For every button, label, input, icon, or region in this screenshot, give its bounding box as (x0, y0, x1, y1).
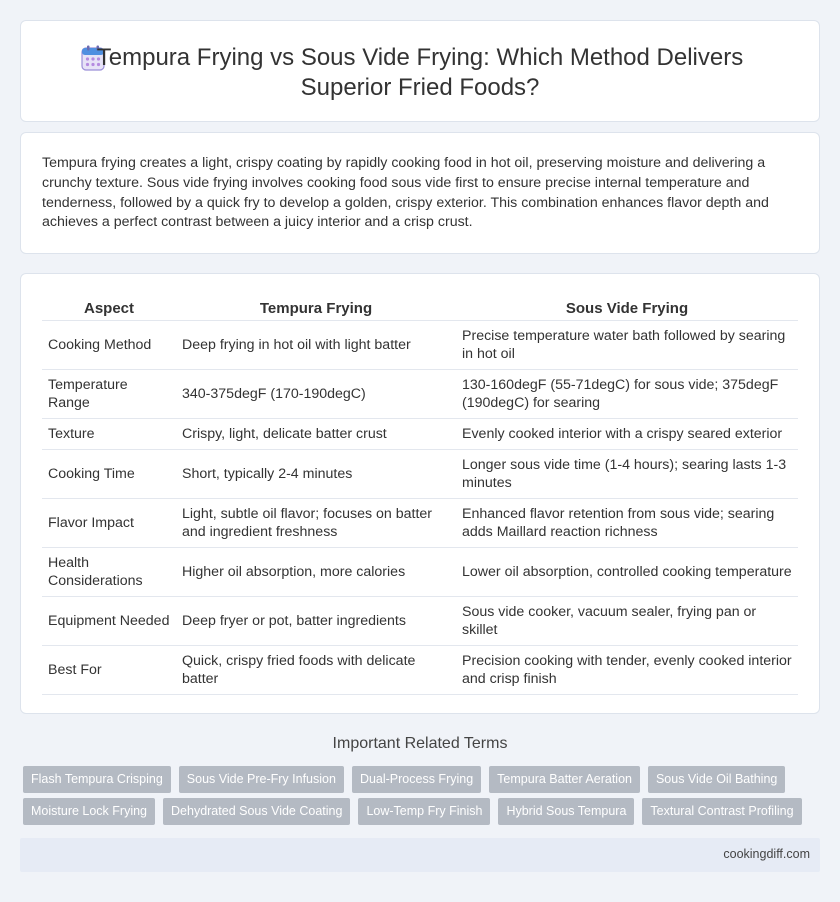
table-row (42, 645, 798, 694)
row-aspect: Equipment Needed (42, 596, 176, 645)
related-term-tag[interactable]: Dual-Process Frying (352, 766, 481, 793)
row-aspect: Cooking Time (42, 449, 176, 498)
table-row (42, 369, 798, 418)
header-tempura: Tempura Frying (176, 294, 456, 320)
row-tempura: 340-375degF (170-190degC) (176, 369, 456, 418)
row-sous-vide: Precise temperature water bath followed by searing in hot oil (456, 320, 798, 369)
related-term-tag[interactable]: Sous Vide Pre-Fry Infusion (179, 766, 344, 793)
row-sous-vide: 130-160degF (55-71degC) for sous vide; 375degF (190degC) for searing (456, 369, 798, 418)
related-term-tag[interactable]: Textural Contrast Profiling (642, 798, 801, 825)
row-aspect: Best For (42, 645, 176, 694)
row-tempura: Crispy, light, delicate batter crust (176, 418, 456, 449)
related-terms (23, 766, 794, 830)
intro-paragraph: Tempura frying creates a light, crispy coating by rapidly cooking food in hot oil, preserving moisture and delivering a crunchy texture. Sous vide frying involves cooking food sous vide first to ensure precise internal temperature and tenderness, followed by a quick fry to develop a golden, crispy exterior. This combination enhances flavor depth and achieves a perfect contrast between a juicy interior and a crisp crust. (42, 155, 769, 231)
related-term-tag[interactable]: Tempura Batter Aeration (489, 766, 640, 793)
related-term-tag[interactable]: Flash Tempura Crisping (23, 766, 171, 793)
row-aspect: Health Considerations (42, 547, 176, 596)
row-tempura: Light, subtle oil flavor; focuses on batter and ingredient freshness (176, 498, 456, 547)
related-term-tag[interactable]: Hybrid Sous Tempura (498, 798, 634, 825)
row-tempura: Short, typically 2-4 minutes (176, 449, 456, 498)
table-row (42, 498, 798, 547)
related-term-tag[interactable]: Moisture Lock Frying (23, 798, 155, 825)
footer-site[interactable]: cookingdiff.com (723, 847, 810, 861)
row-sous-vide: Sous vide cooker, vacuum sealer, frying pan or skillet (456, 596, 798, 645)
row-sous-vide: Lower oil absorption, controlled cooking temperature (456, 547, 798, 596)
row-tempura: Quick, crispy fried foods with delicate batter (176, 645, 456, 694)
row-sous-vide: Precision cooking with tender, evenly cooked interior and crisp finish (456, 645, 798, 694)
row-tempura: Deep frying in hot oil with light batter (176, 320, 456, 369)
row-tempura: Higher oil absorption, more calories (176, 547, 456, 596)
row-sous-vide: Evenly cooked interior with a crispy seared exterior (456, 418, 798, 449)
comparison-card (20, 273, 820, 714)
page-title: Tempura Frying vs Sous Vide Frying: Which Method Delivers Superior Fried Foods? (96, 44, 744, 101)
intro-card (20, 132, 820, 254)
header-sous-vide: Sous Vide Frying (456, 294, 798, 320)
row-sous-vide: Longer sous vide time (1-4 hours); searing lasts 1-3 minutes (456, 449, 798, 498)
title-card (20, 20, 820, 122)
table-row (42, 547, 798, 596)
table-row (42, 320, 798, 369)
row-aspect: Temperature Range (42, 369, 176, 418)
row-aspect: Flavor Impact (42, 498, 176, 547)
header-aspect: Aspect (42, 294, 176, 320)
row-aspect: Cooking Method (42, 320, 176, 369)
tag-row (23, 798, 794, 825)
related-term-tag[interactable]: Low-Temp Fry Finish (358, 798, 490, 825)
table-header-row (42, 294, 798, 320)
tag-row (23, 766, 783, 793)
table-row (42, 596, 798, 645)
row-sous-vide: Enhanced flavor retention from sous vide; searing adds Maillard reaction richness (456, 498, 798, 547)
row-tempura: Deep fryer or pot, batter ingredients (176, 596, 456, 645)
table-row (42, 449, 798, 498)
table-row (42, 418, 798, 449)
row-aspect: Texture (42, 418, 176, 449)
related-term-tag[interactable]: Sous Vide Oil Bathing (648, 766, 785, 793)
related-term-tag[interactable]: Dehydrated Sous Vide Coating (163, 798, 350, 825)
related-terms-heading: Important Related Terms (332, 735, 508, 752)
comparison-table (42, 294, 798, 695)
footer (20, 838, 820, 872)
